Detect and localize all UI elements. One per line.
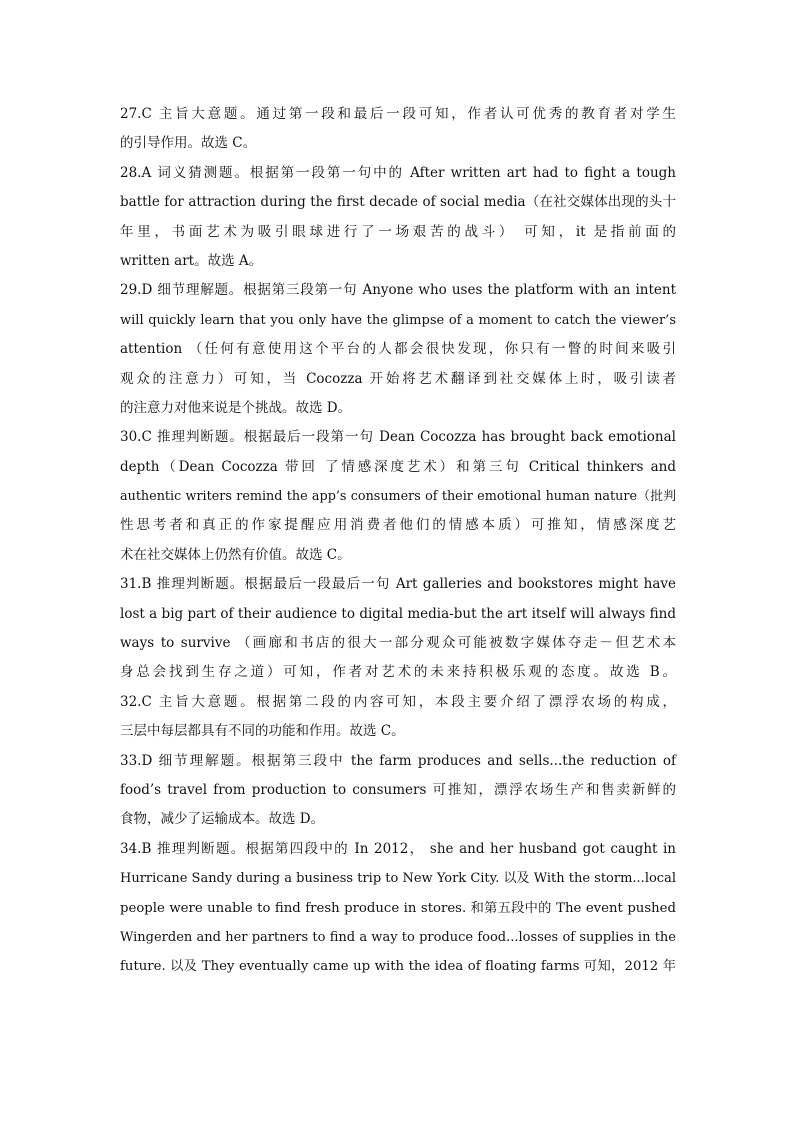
answer-line: people were unable to find fresh produce in stores. 和第五段中的 The event pushed bbox=[120, 900, 676, 916]
answer-line: 三层中每层都具有不同的功能和作用。故选 C。 bbox=[120, 723, 405, 740]
answer-line: authentic writers remind the app’s consumers of their emotional human nature（批判 bbox=[120, 489, 676, 505]
answer-item-33 bbox=[120, 747, 676, 835]
answer-line: 33.D 细节理解题。根据第三段中 the farm produces and sells...the reduction of bbox=[120, 752, 676, 769]
answer-line: lost a big part of their audience to digital media-but the art itself will always find bbox=[120, 605, 676, 622]
answer-line: 年里，书面艺术为吸引眼球进行了一场艰苦的战斗） 可知，it 是指前面的 bbox=[120, 223, 676, 240]
answer-line: 32.C 主旨大意题。根据第二段的内容可知，本段主要介绍了漂浮农场的构成， bbox=[120, 693, 676, 710]
answer-line: 食物，减少了运输成本。故选 D。 bbox=[120, 811, 325, 828]
answer-line: ways to survive （画廊和书店的很大一部分观众可能被数字媒体夺走－但艺术本 bbox=[120, 635, 676, 652]
answer-line: 性思考者和真正的作家提醒应用消费者他们的情感本质）可推知，情感深度艺 bbox=[120, 517, 676, 534]
answer-line: food’s travel from production to consumers 可推知，漂浮农场生产和售卖新鲜的 bbox=[120, 781, 676, 798]
answer-line: will quickly learn that you only have the glimpse of a moment to catch the viewer’s bbox=[120, 312, 676, 328]
answer-line: battle for attraction during the first decade of social media（在社交媒体出现的头十 bbox=[120, 194, 676, 211]
answer-item-32 bbox=[120, 688, 676, 747]
answer-item-34 bbox=[120, 835, 676, 982]
answer-item-31 bbox=[120, 570, 676, 688]
answer-line: 31.B 推理判断题。根据最后一段最后一句 Art galleries and bookstores might have bbox=[120, 576, 676, 593]
answer-line: 30.C 推理判断题。根据最后一段第一句 Dean Cocozza has brought back emotional bbox=[120, 429, 676, 446]
answer-line: Wingerden and her partners to find a way to produce food...losses of supplies in the bbox=[120, 929, 676, 945]
answer-line: 34.B 推理判断题。根据第四段中的 In 2012， she and her husband got caught in bbox=[120, 840, 676, 857]
answer-item-28 bbox=[120, 159, 676, 277]
answer-line: depth（Dean Cocozza 带回 了情感深度艺术）和第三句 Critical thinkers and bbox=[120, 458, 676, 475]
answer-line: written art。故选 A。 bbox=[120, 252, 263, 269]
answer-line: 的注意力对他来说是个挑战。故选 D。 bbox=[120, 399, 352, 416]
answer-line: 术在社交媒体上仍然有价值。故选 C。 bbox=[120, 546, 351, 563]
answer-item-29 bbox=[120, 276, 676, 423]
answer-line: 28.A 词义猜测题。根据第一段第一句中的 After written art had to fight a tough bbox=[120, 164, 676, 181]
answer-line: attention （任何有意使用这个平台的人都会很快发现，你只有一瞥的时间来吸引 bbox=[120, 341, 676, 358]
answer-item-27 bbox=[120, 100, 676, 159]
answer-line: 观众的注意力）可知，当 Cocozza 开始将艺术翻译到社交媒体上时，吸引读者 bbox=[120, 370, 676, 387]
answer-line: 29.D 细节理解题。根据第三段第一句 Anyone who uses the platform with an intent bbox=[120, 282, 676, 299]
answer-explanations bbox=[120, 100, 676, 982]
answer-line: 身总会找到生存之道）可知，作者对艺术的未来持积极乐观的态度。故选 B。 bbox=[120, 664, 676, 681]
answer-line: Hurricane Sandy during a business trip to New York City. 以及 With the storm...local bbox=[120, 871, 676, 887]
answer-line: future. 以及 They eventually came up with the idea of floating farms 可知，2012 年 bbox=[120, 959, 676, 975]
answer-line: 的引导作用。故选 C。 bbox=[120, 135, 257, 152]
answer-line: 27.C 主旨大意题。通过第一段和最后一段可知，作者认可优秀的教育者对学生 bbox=[120, 106, 676, 122]
answer-item-30 bbox=[120, 423, 676, 570]
